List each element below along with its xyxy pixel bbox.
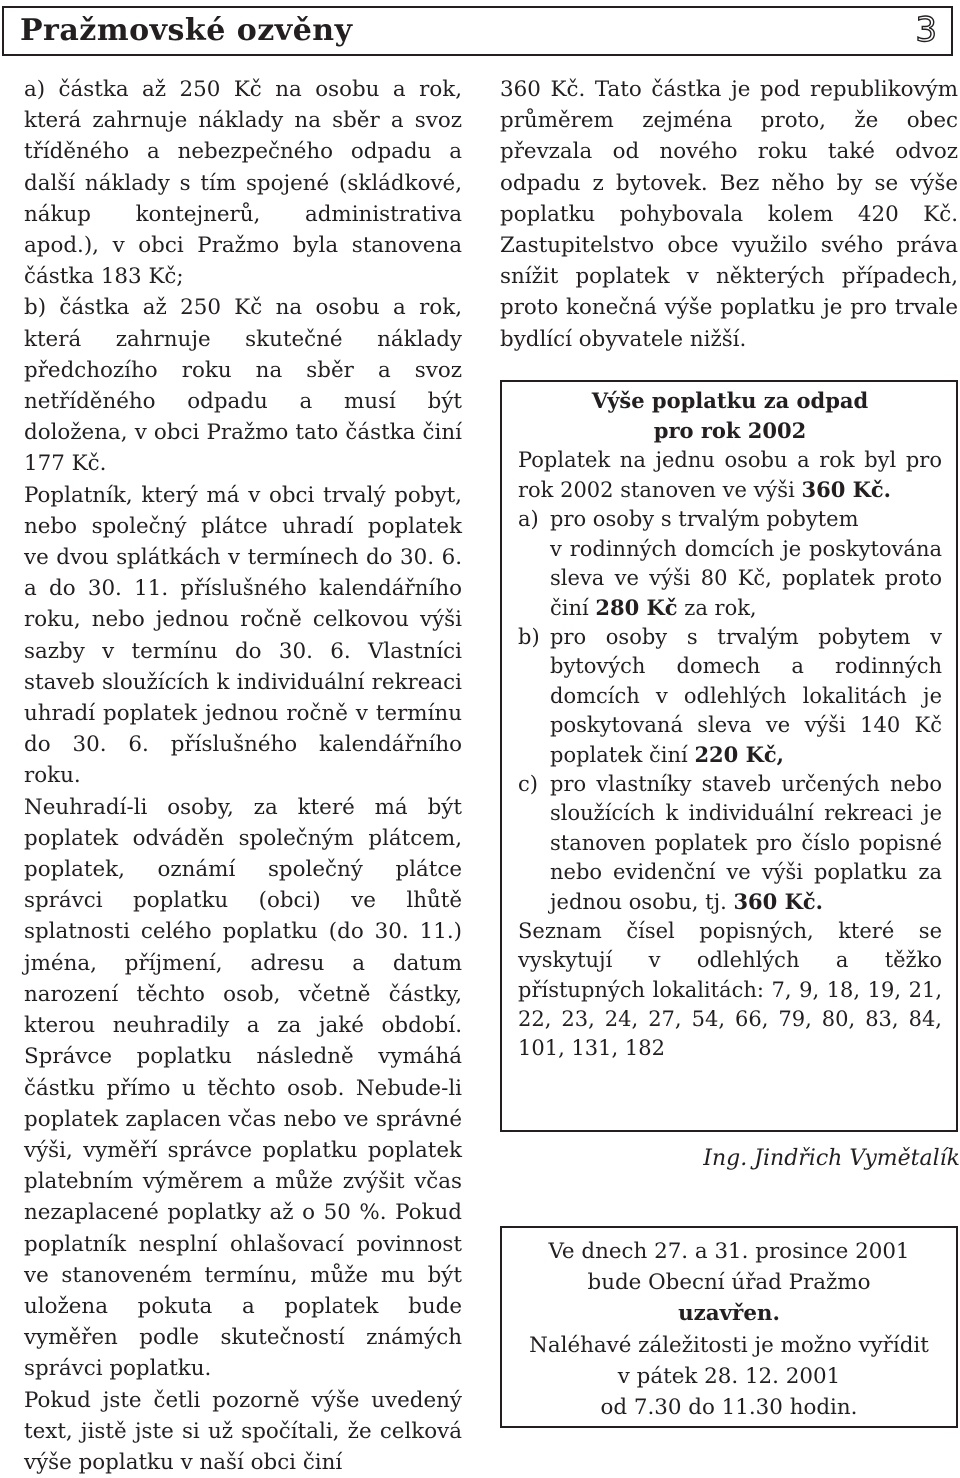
fee-item-a-detail: v rodinných domcích je poskytována sleva ve výši 80 Kč, poplatek proto činí 280 Kč za rok, xyxy=(550,536,942,621)
notice-line2: bude Obecní úřad Pražmo xyxy=(587,1270,871,1296)
fee-item-a: a) pro osoby s trvalým pobytem xyxy=(518,507,859,532)
page-number: 3 xyxy=(915,10,937,50)
author-signature: Ing. Jindřich Vymětalík xyxy=(703,1146,960,1171)
fee-intro-amount: 360 Kč. xyxy=(801,477,891,503)
office-closure-notice xyxy=(500,1226,958,1428)
fee-item-b-amount: 220 Kč, xyxy=(694,742,784,768)
newsletter-title: Pražmovské ozvěny xyxy=(20,13,353,48)
fee-box-title xyxy=(518,386,942,446)
fee-intro: Poplatek na jednu osobu a rok byl pro rok 2002 stanoven ve výši 360 Kč. xyxy=(518,448,942,503)
notice-line3: uzavřen. xyxy=(678,1301,780,1327)
paragraph-payment-terms: Poplatník, který má v obci trvalý pobyt, nebo společný plátce uhradí poplatek ve dvou splátkách v termínech do 30. 6. a do 30. 11. příslušného kalendářního roku, nebo jednou ročně celkovou výši sazby v termínu do 30. 6. Vlastníci staveb sloužících k individuální rekreaci uhradí poplatek jednou ročně v termínu do 30. 6. příslušného kalendářního roku. xyxy=(24,482,462,789)
notice-line5: v pátek 28. 12. 2001 xyxy=(617,1363,841,1389)
fee-box-title-line1: Výše poplatku za odpad xyxy=(591,388,869,413)
notice-line4: Naléhavé záležitosti je možno vyřídit xyxy=(529,1332,929,1358)
paragraph-total: Pokud jste četli pozorně výše uvedený text, jistě jste si už spočítali, že celková výše poplatku v naší obci činí xyxy=(24,1387,462,1475)
remote-locations-list: Seznam čísel popisných, které se vyskytují v odlehlých a těžko přístupných lokalitách: 7, 9, 18, 19, 21, 22, 23, 24, 27, 54, 66, 79, 80, 83, 84, 101, 131, 182 xyxy=(518,919,942,1061)
fee-item-b: b) pro osoby s trvalým pobytem v bytových domech a rodinných domcích v odlehlých lokalitách je poskytovaná sleva ve výši 140 Kč poplatek činí 220 Kč, xyxy=(518,625,942,768)
paragraph-fee-b: b) částka až 250 Kč na osobu a rok, která zahrnuje skutečné náklady předchozího roku na sběr a svoz netříděného odpadu a musí být doložena, v obci Pražmo tato částka činí 177 Kč. xyxy=(24,295,462,477)
paragraph-unpaid: Neuhradí-li osoby, za které má být poplatek odváděn společným plátcem, poplatek, oznámí společný plátce správci poplatku (obci) ve lhůtě splatnosti celého poplatku (do 30. 11.) jména, příjmení, adresu a datum narození těchto osob, včetně částky, kterou neuhradily a za jaké období. Správce poplatku následně vymáhá částku přímo u těchto osob. Nebude-li poplatek zaplacen včas nebo ve správné výši, vyměří správce poplatku poplatek platebním výměrem a může zvýšit včas nezaplacené poplatky až o 50 %. Pokud poplatník nesplní ohlašovací povinnost ve stanoveném termínu, může mu být uložena pokuta a poplatek bude vyměřen podle skutečností známých správci poplatku. xyxy=(24,794,462,1382)
right-column-text xyxy=(500,74,958,355)
fee-item-c: c) pro vlastníky staveb určených nebo sloužících k individuální rekreaci je stanoven poplatek pro číslo popisné nebo evidenční ve výši poplatku za jednou osobu, tj. 360 Kč. xyxy=(518,772,942,915)
fee-item-a-amount: 280 Kč xyxy=(595,595,678,621)
notice-line1: Ve dnech 27. a 31. prosince 2001 xyxy=(548,1239,910,1264)
page-header xyxy=(2,6,953,56)
left-column xyxy=(24,74,462,1478)
notice-line6: od 7.30 do 11.30 hodin. xyxy=(600,1395,858,1421)
fee-box-title-line2: pro rok 2002 xyxy=(653,418,807,443)
paragraph-total-continued: 360 Kč. Tato částka je pod republikovým průměrem zejména proto, že obec převzala od nového roku také odvoz odpadu z bytovek. Bez něho by se výše poplatku pohybovala kolem 420 Kč. Zastupitelstvo obce využilo svého práva snížit poplatek v některých případech, proto konečná výše poplatku je pro trvale bydlící obyvatele nižší. xyxy=(500,77,958,352)
fee-item-c-amount: 360 Kč. xyxy=(733,889,823,915)
paragraph-fee-a: a) částka až 250 Kč na osobu a rok, která zahrnuje náklady na sběr a svoz tříděného a nebezpečného odpadu a další náklady s tím spojené (skládkové, nákup kontejnerů, administrativa apod.), v obci Pražmo byla stanovena částka 183 Kč; xyxy=(24,77,462,290)
fee-info-box xyxy=(500,380,958,1132)
